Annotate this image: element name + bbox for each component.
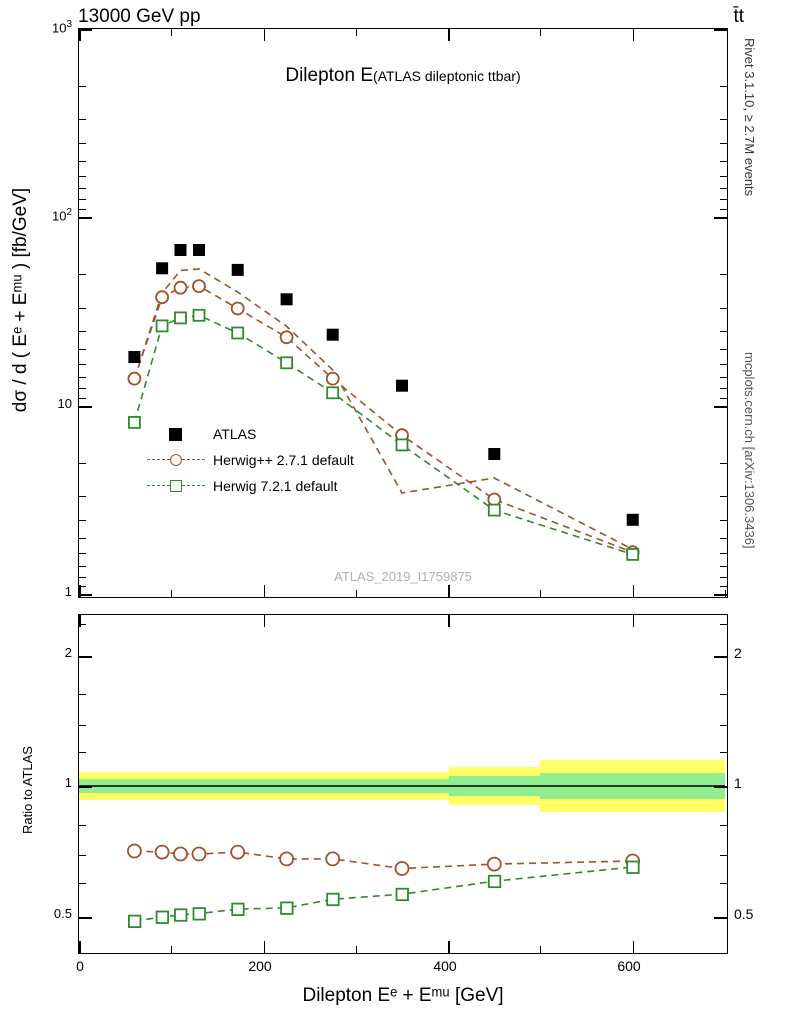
ratio-series-herwigpp — [128, 845, 639, 876]
ratio-y-tick-label-right: 2 — [734, 645, 742, 661]
x-tick-label: 600 — [617, 958, 641, 974]
legend-label: Herwig 7.2.1 default — [213, 478, 338, 494]
x-tick-label: 400 — [433, 958, 457, 974]
ratio-y-tick-label: 0.5 — [53, 906, 72, 921]
analysis-watermark: ATLAS_2019_I1759875 — [334, 569, 472, 584]
ratio-y-tick-label-right: 1 — [734, 775, 742, 791]
mcplots-caption: mcplots.cern.ch [arXiv:1306.3436] — [742, 352, 757, 549]
legend-marker-herwigpp — [147, 450, 205, 470]
ratio-y-tick-label: 2 — [64, 645, 72, 660]
legend — [147, 421, 354, 499]
main-data-layer — [79, 29, 725, 595]
x-tick-label: 200 — [248, 958, 272, 974]
plot-title-paren: (ATLAS dileptonic ttbar) — [373, 68, 521, 84]
ratio-y-tick-label: 1 — [64, 775, 72, 790]
legend-label: Herwig++ 2.7.1 default — [213, 452, 354, 468]
ratio-y-axis-title: Ratio to ATLAS — [20, 746, 35, 834]
y-tick-major — [79, 786, 92, 788]
series-herwigpp — [128, 280, 638, 558]
x-tick-label: 0 — [76, 958, 84, 974]
legend-item — [147, 473, 354, 499]
y-tick-major — [714, 786, 727, 788]
legend-item — [147, 447, 354, 473]
rivet-version-caption: Rivet 3.1.10, ≥ 2.7M events — [742, 38, 757, 197]
ratio-data-layer — [79, 615, 725, 951]
y-tick-major — [714, 917, 727, 919]
y-tick-major — [79, 917, 92, 919]
legend-label: ATLAS — [213, 426, 257, 442]
y-tick-label: 1 — [64, 584, 72, 599]
legend-item — [147, 421, 354, 447]
main-y-axis-title: dσ / d ( Eᵉ + Eᵐᵘ ) [fb/GeV] — [10, 187, 31, 413]
y-tick-major — [79, 656, 92, 658]
header-left-label: 13000 GeV pp — [78, 6, 201, 27]
series-line-herwigpp — [134, 269, 632, 550]
legend-marker-herwig7 — [147, 476, 205, 496]
header-right-label: t̄t — [733, 6, 744, 27]
x-axis-title: Dilepton Eᵉ + Eᵐᵘ [GeV] — [302, 985, 504, 1006]
y-tick-label: $10^2$ — [51, 207, 72, 224]
main-plot-panel — [78, 28, 728, 598]
y-tick-label: 10 — [57, 396, 72, 411]
y-tick-major — [714, 656, 727, 658]
legend-marker-atlas — [147, 424, 205, 444]
plot-title-main: Dilepton E — [285, 65, 374, 86]
y-tick-label: $10^3$ — [51, 19, 72, 36]
ratio-plot-panel — [78, 614, 728, 954]
ratio-series-herwig7 — [129, 862, 639, 928]
ratio-y-tick-label-right: 0.5 — [734, 906, 754, 922]
